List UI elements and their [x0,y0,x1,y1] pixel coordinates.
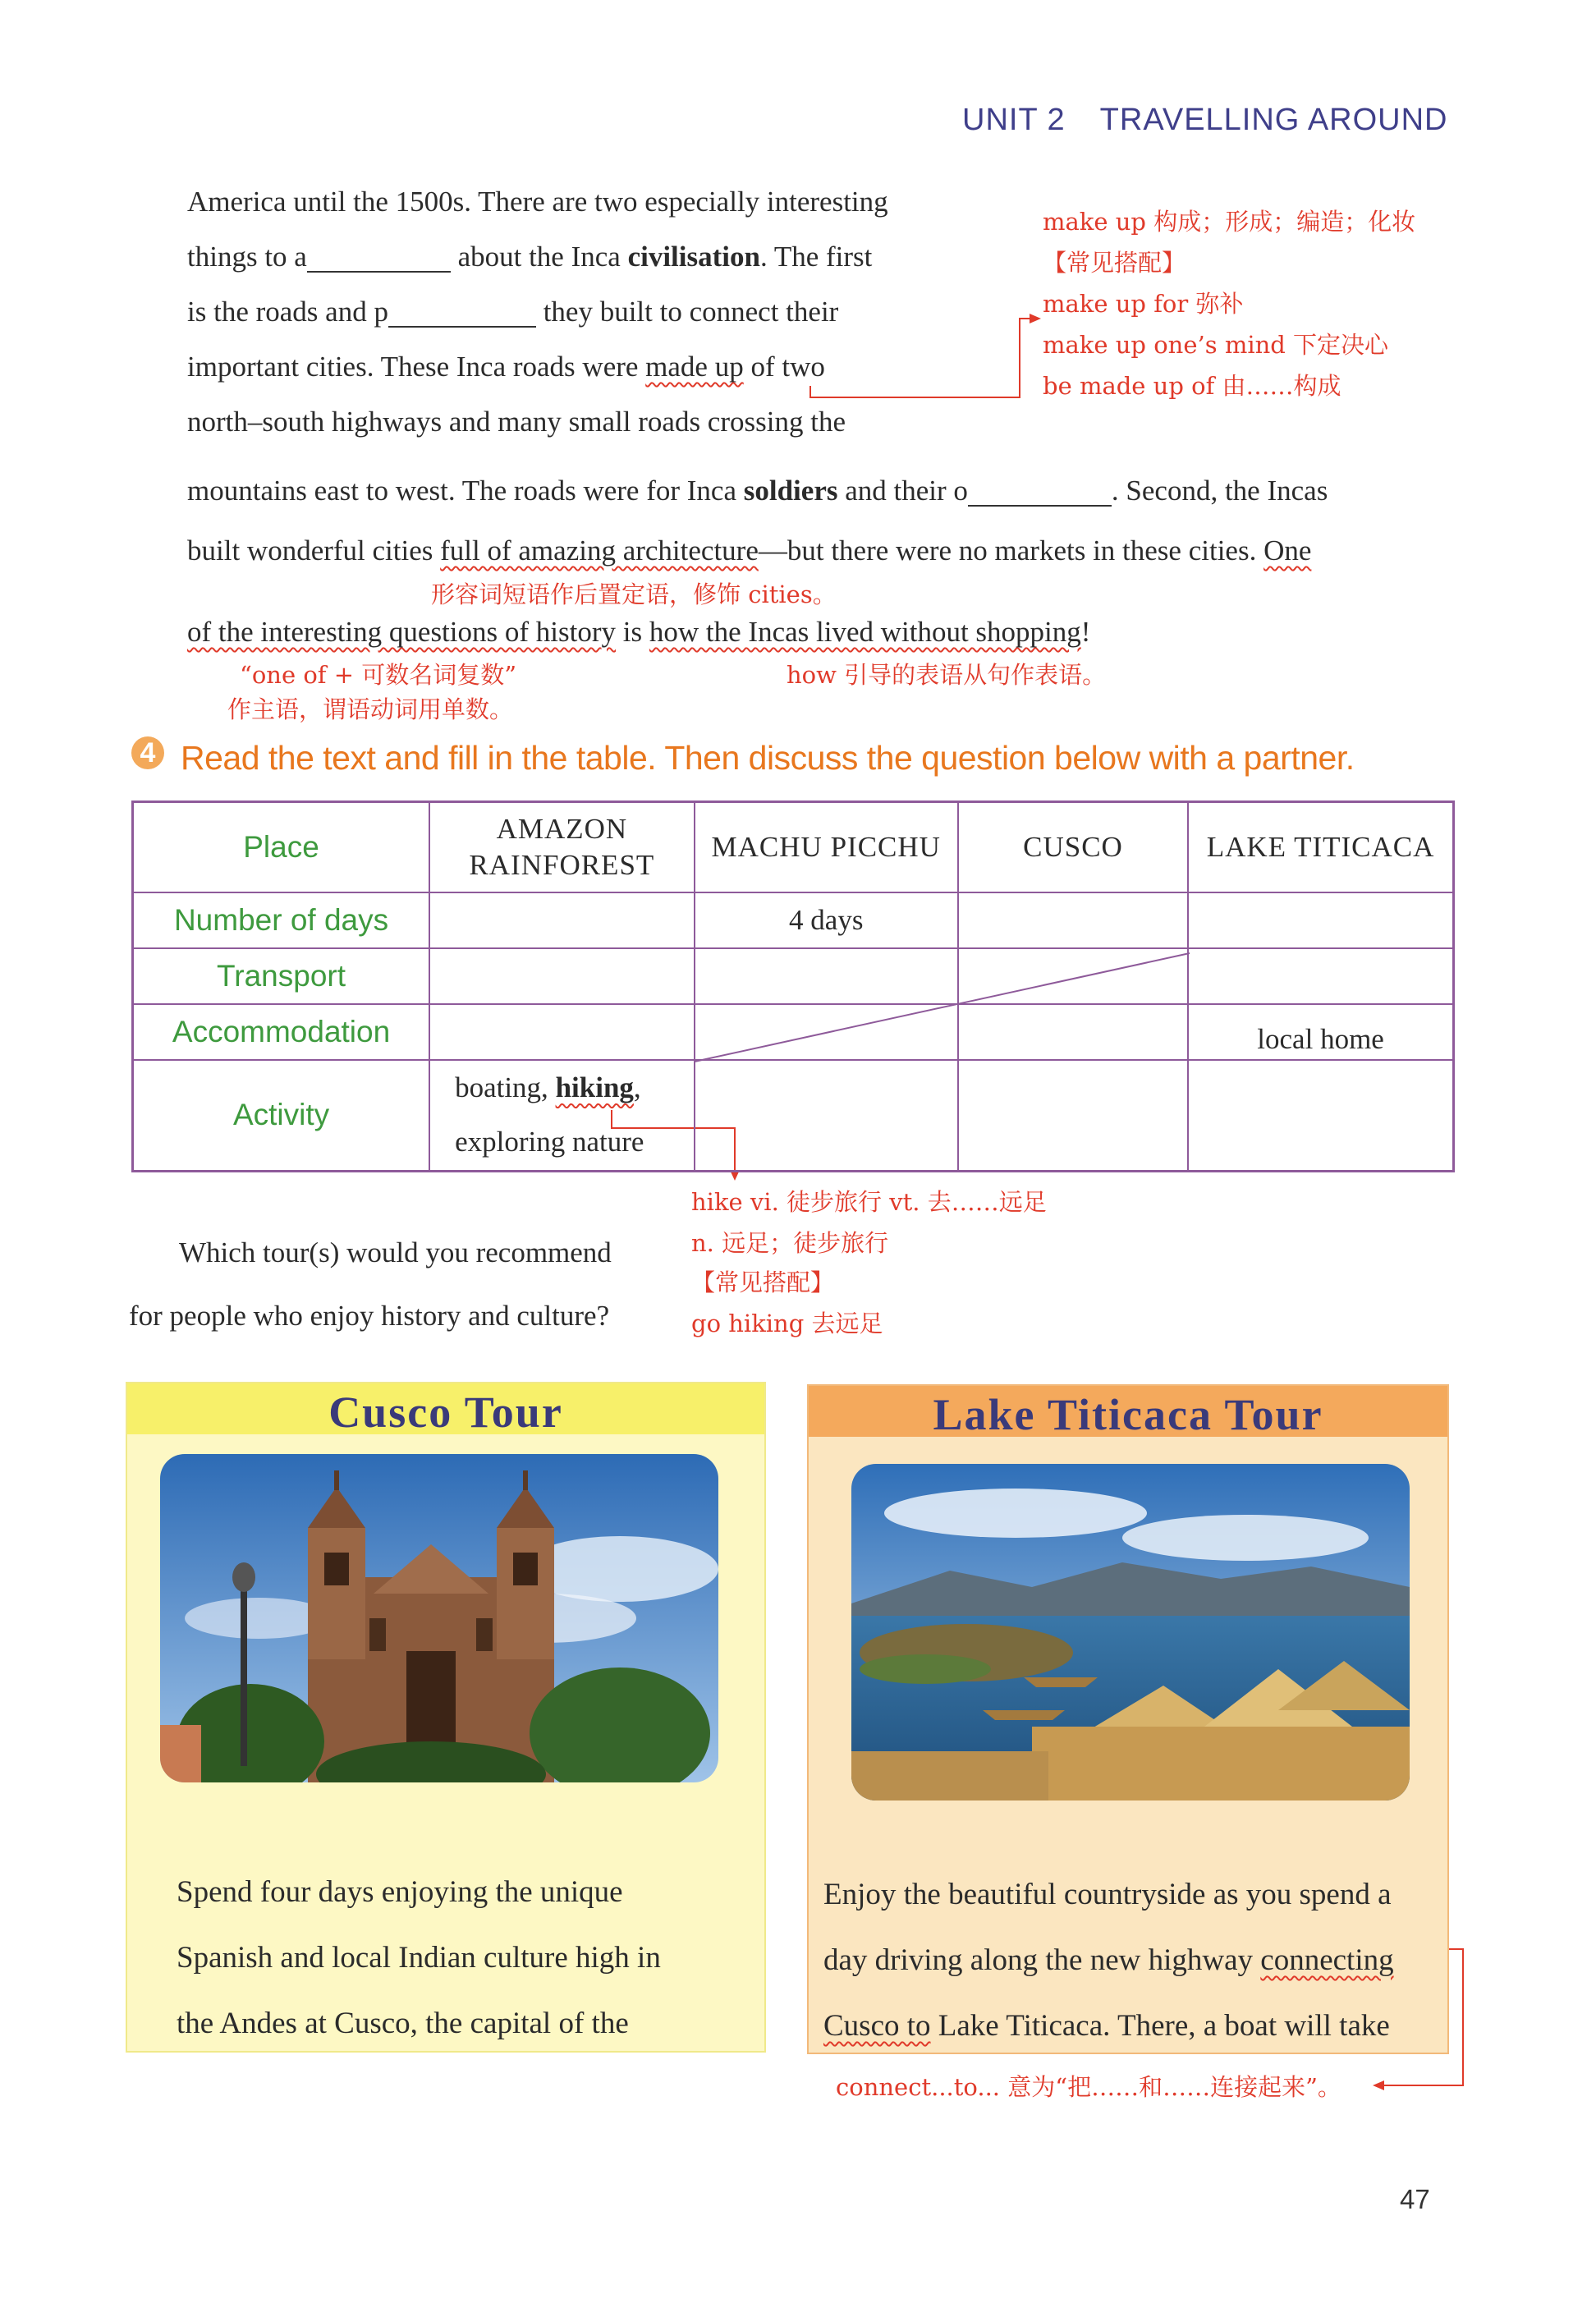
note-hike-2: n. 远足；徒步旅行 [691,1229,889,1257]
passage-text: mountains east to west. The roads were for Inca [187,475,744,507]
passage-text: . Second, the Incas [1111,475,1328,507]
titicaca-tour-title: Lake Titicaca Tour [933,1390,1323,1439]
phrase-full-of-architecture: full of amazing architecture [440,534,759,567]
vocab-hiking: hiking [555,1071,634,1104]
cusco-text-line-3: the Andes at Cusco, the capital of the [177,2007,629,2040]
note-hike-4: go hiking 去远足 [691,1310,883,1337]
passage-text: important cities. These Inca roads were [187,351,646,383]
note-make-up-2: 【常见搭配】 [1043,249,1186,277]
row-header-place: Place [133,802,430,892]
phrase-one: One [1264,534,1312,567]
cusco-tour-card [126,1382,766,2053]
note-architecture: 形容词短语作后置定语，修饰 cities。 [431,580,837,608]
cell-titicaca-accommodation: local home [1188,1004,1453,1060]
cusco-text-line-1: Spend four days enjoying the unique [177,1875,623,1909]
cusco-title-band [127,1383,764,1437]
unit-title: TRAVELLING AROUND [1099,103,1448,137]
page-number: 47 [1400,2184,1430,2214]
cell-machu-days: 4 days [695,892,958,948]
question-line-2: for people who enjoy history and culture? [129,1300,610,1332]
passage-text: about the Inca [457,241,628,273]
place-amazon-line1: AMAZON [496,812,628,845]
titicaca-text: Lake Titicaca. There, a boat will take [930,2009,1390,2043]
note-make-up-4: make up one’s mind 下定决心 [1043,331,1389,359]
titicaca-title-band [809,1386,1447,1437]
note-make-up-5: be made up of 由……构成 [1043,372,1341,400]
question-line-1: Which tour(s) would you recommend [179,1236,612,1268]
note-connect-to: connect...to... 意为“把……和……连接起来”。 [836,2073,1341,2101]
place-machu-picchu: MACHU PICCHU [695,802,958,892]
vocab-civilisation: civilisation [627,241,760,273]
note-one-of-2: 作主语，谓语动词用单数。 [227,695,514,723]
titicaca-tour-card [807,1384,1449,2054]
passage-text: and their o [837,475,968,507]
passage-text: —but there were no markets in these cities. [758,534,1264,567]
passage-text: ! [1080,616,1091,648]
exercise-number-badge: 4 [131,736,164,769]
unit-label: UNIT 2 [962,103,1066,137]
activity-text: boating, [455,1071,556,1104]
passage-text: . The first [759,241,873,273]
phrase-interesting-questions: of the interesting questions of history [187,616,617,648]
activity-text-line2: exploring nature [455,1126,644,1158]
titicaca-text-line-1: Enjoy the beautiful countryside as you spend a [823,1878,1392,1911]
phrase-connecting: connecting [1260,1943,1394,1977]
titicaca-photo [851,1464,1410,1801]
place-lake-titicaca: LAKE TITICACA [1188,802,1453,892]
note-one-of-1: “one of + 可数名词复数” [240,661,517,689]
note-hike-3: 【常见搭配】 [691,1268,835,1296]
passage-text: things to a [187,241,307,273]
passage-text: built wonderful cities [187,534,441,567]
place-amazon-line2: RAINFOREST [469,848,655,881]
activity-text: , [633,1071,641,1104]
passage-text: they built to connect their [543,296,839,328]
passage-text: of two [743,351,825,383]
row-header-days: Number of days [133,892,430,948]
row-header-accommodation: Accommodation [133,1004,430,1060]
place-cusco: CUSCO [958,802,1188,892]
titicaca-text: day driving along the new highway [823,1943,1261,1977]
note-make-up-3: make up for 弥补 [1043,290,1244,318]
passage-line-1: America until the 1500s. There are two especially interesting [187,186,888,218]
phrase-cusco-to: Cusco to [823,2009,931,2043]
passage-text: is the roads and p [187,296,388,328]
cusco-text-line-2: Spanish and local Indian culture high in [177,1941,661,1975]
phrase-how-clause: how the Incas lived without shopping [649,616,1081,648]
passage-line-5: north–south highways and many small roads crossing the [187,406,846,438]
titicaca-text-line-2 [823,1928,1394,1993]
cusco-tour-title: Cusco Tour [328,1388,563,1437]
phrase-made-up: made up [645,351,744,383]
row-header-activity: Activity [133,1060,430,1172]
row-header-transport: Transport [133,948,430,1004]
passage-text: is [616,616,649,648]
cusco-photo [160,1454,718,1782]
vocab-soldiers: soldiers [743,475,838,507]
note-make-up-1: make up 构成；形成；编造；化妆 [1043,208,1416,236]
exercise-instruction: Read the text and fill in the table. Then discuss the question below with a partner. [181,739,1355,777]
titicaca-text-line-3 [823,1993,1390,2059]
note-hike-1: hike vi. 徒步旅行 vt. 去……远足 [691,1188,1047,1216]
note-how: how 引导的表语从句作表语。 [787,661,1107,689]
